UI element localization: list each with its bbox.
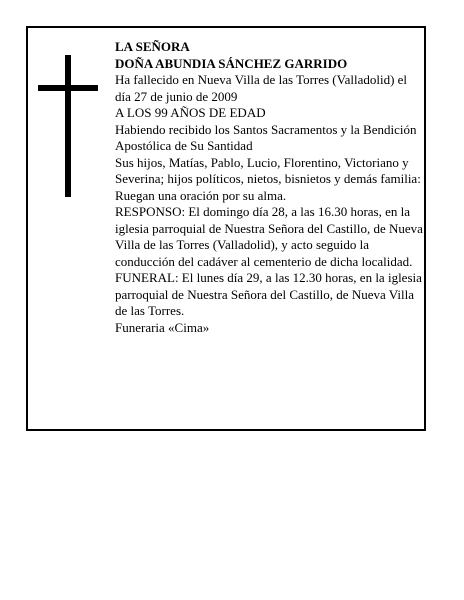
cross-vertical-bar <box>65 55 71 197</box>
age-line: A LOS 99 AÑOS DE EDAD <box>115 105 266 120</box>
latin-cross-icon <box>38 55 98 197</box>
family-line: Sus hijos, Matías, Pablo, Lucio, Florentino, Victoriano y Severina; hijos políticos, nietos, bisnietos y demás familia: <box>115 154 421 186</box>
obituary-notice <box>26 26 426 431</box>
cross-horizontal-bar <box>38 85 98 91</box>
responso-details: RESPONSO: El domingo día 28, a las 16.30 horas, en la iglesia parroquial de Nuestra Señora del Castillo, de Nueva Villa de las Torres (Valladolid), y acto seguido la conducción del cadáver al cementerio de dicha localidad. <box>115 204 423 269</box>
deceased-name: DOÑA ABUNDIA SÁNCHEZ GARRIDO <box>115 55 348 71</box>
death-announcement: Ha fallecido en Nueva Villa de las Torres (Valladolid) el día 27 de junio de 2009 <box>115 72 408 104</box>
notice-title: LA SEÑORA <box>115 39 190 54</box>
prayer-request: Ruegan una oración por su alma. <box>115 187 287 203</box>
sacraments-line: Habiendo recibido los Santos Sacramentos y la Bendición Apostólica de Su Santidad <box>115 121 417 153</box>
obituary-text <box>115 39 425 336</box>
funeral-details: FUNERAL: El lunes día 29, a las 12.30 horas, en la iglesia parroquial de Nuestra Señora del Castillo, de Nueva Villa de las Torres. <box>115 270 422 318</box>
funeral-home: Funeraria «Cima» <box>115 319 210 335</box>
